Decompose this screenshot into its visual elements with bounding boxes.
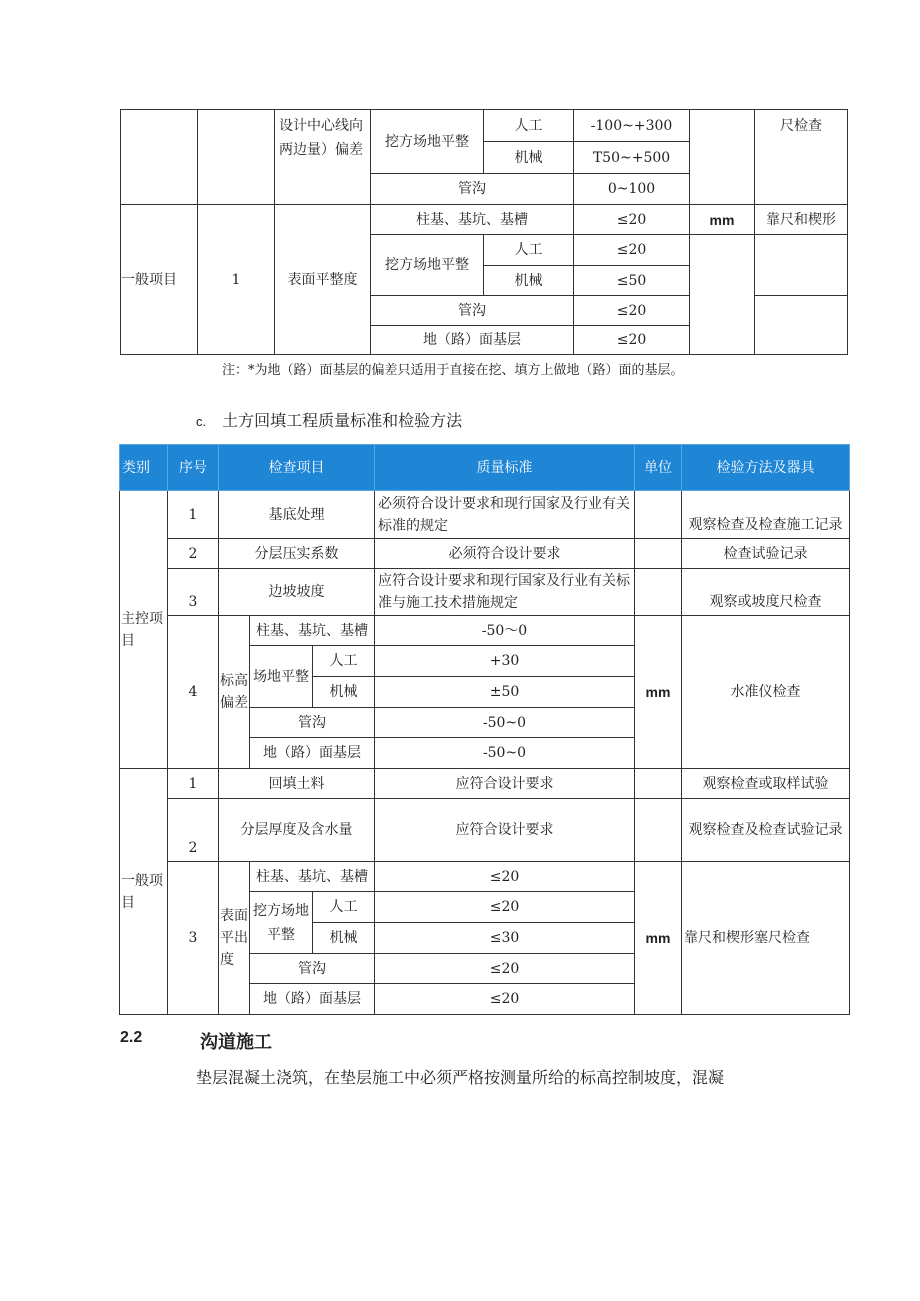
g3-method: 靠尺和楔形塞尺检查	[682, 862, 850, 1015]
site-label: 挖方场地平整	[371, 235, 484, 296]
ditch-value: ≤20	[574, 296, 690, 326]
manual-label: 人工	[484, 110, 574, 142]
category-cell	[121, 110, 198, 205]
unit-mm: mm	[690, 205, 755, 235]
road-label: 地（路）面基层	[371, 326, 574, 355]
deviation-table-continued	[120, 109, 848, 355]
m1-unit	[635, 491, 682, 539]
machine-label: 机械	[484, 142, 574, 174]
unit-cell	[690, 110, 755, 205]
g3-ditch-value: ≤20	[375, 954, 635, 984]
m1-method: 观察检查及检查施工记录	[682, 491, 850, 539]
header-category: 类别	[120, 445, 168, 491]
unit-empty	[690, 235, 755, 355]
m4-unit: mm	[635, 616, 682, 769]
g3-pit-value: ≤20	[375, 862, 635, 892]
section-title: 沟道施工	[200, 1032, 272, 1052]
backfill-quality-table	[119, 444, 850, 1015]
g2-standard: 应符合设计要求	[375, 799, 635, 862]
m2-item: 分层压实系数	[219, 539, 375, 569]
g1-standard: 应符合设计要求	[375, 769, 635, 799]
m1-standard: 必须符合设计要求和现行国家及行业有关标准的规定	[375, 491, 635, 539]
m2-standard: 必须符合设计要求	[375, 539, 635, 569]
g3-manual-value: ≤20	[375, 892, 635, 923]
header-method: 检验方法及器具	[682, 445, 850, 491]
body-paragraph: 垫层混凝土浇筑，在垫层施工中必须严格按测量所给的标高控制坡度，混凝	[196, 1068, 725, 1087]
category-general: 一般项目	[120, 769, 168, 1015]
method-empty	[755, 235, 848, 296]
machine-value: ≤50	[574, 266, 690, 296]
m4-machine: 机械	[313, 677, 375, 708]
m3-method: 观察或坡度尺检查	[682, 569, 850, 616]
header-unit: 单位	[635, 445, 682, 491]
ditch-label: 管沟	[371, 174, 574, 205]
g3-site: 挖方场地平整	[250, 892, 313, 954]
subheading-text: 土方回填工程质量标准和检验方法	[222, 411, 463, 430]
m1-item: 基底处理	[219, 491, 375, 539]
g3-road-value: ≤20	[375, 984, 635, 1015]
method-empty	[755, 296, 848, 355]
m2-no: 2	[168, 539, 219, 569]
ditch-value: 0~100	[574, 174, 690, 205]
header-standard: 质量标准	[375, 445, 635, 491]
m4-pit: 柱基、基坑、基槽	[250, 616, 375, 646]
sub-item-cell: 挖方场地平整	[371, 110, 484, 174]
m4-site: 场地平整	[250, 646, 313, 708]
m3-item: 边坡坡度	[219, 569, 375, 616]
m4-ditch: 管沟	[250, 708, 375, 738]
g3-ditch: 管沟	[250, 954, 375, 984]
g3-pit: 柱基、基坑、基槽	[250, 862, 375, 892]
pit-value: ≤20	[574, 205, 690, 235]
method-ruler: 靠尺和楔形	[755, 205, 848, 235]
pit-label: 柱基、基坑、基槽	[371, 205, 574, 235]
g3-machine: 机械	[313, 923, 375, 954]
header-item: 检查项目	[219, 445, 375, 491]
g2-unit	[635, 799, 682, 862]
m3-unit	[635, 569, 682, 616]
table-note: 注：*为地（路）面基层的偏差只适用于直接在挖、填方上做地（路）面的基层。	[222, 363, 684, 378]
g3-machine-value: ≤30	[375, 923, 635, 954]
m4-manual: 人工	[313, 646, 375, 677]
m2-method: 检查试验记录	[682, 539, 850, 569]
g3-manual: 人工	[313, 892, 375, 923]
machine-label: 机械	[484, 266, 574, 296]
m4-item: 标高偏差	[219, 616, 250, 769]
m4-road: 地（路）面基层	[250, 738, 375, 769]
number-1: 1	[198, 205, 275, 355]
m4-ditch-value: -50~0	[375, 708, 635, 738]
method-cell: 尺检查	[755, 110, 848, 205]
m4-manual-value: +30	[375, 646, 635, 677]
header-no: 序号	[168, 445, 219, 491]
g1-item: 回填土料	[219, 769, 375, 799]
m3-no: 3	[168, 569, 219, 616]
g1-method: 观察检查或取样试验	[682, 769, 850, 799]
m4-road-value: -50~0	[375, 738, 635, 769]
g3-road: 地（路）面基层	[250, 984, 375, 1015]
section-number: 2.2	[120, 1029, 143, 1046]
g2-no: 2	[168, 799, 219, 862]
m4-no: 4	[168, 616, 219, 769]
g2-item: 分层厚度及含水量	[219, 799, 375, 862]
m4-machine-value: ±50	[375, 677, 635, 708]
manual-value: ≤20	[574, 235, 690, 266]
category-main: 主控项目	[120, 491, 168, 769]
g3-no: 3	[168, 862, 219, 1015]
m3-standard: 应符合设计要求和现行国家及行业有关标准与施工技术措施规定	[375, 569, 635, 616]
ditch-label: 管沟	[371, 296, 574, 326]
item-cell: 设计中心线向两边量）偏差	[275, 110, 371, 205]
manual-value: -100~+300	[574, 110, 690, 142]
manual-label: 人工	[484, 235, 574, 266]
g2-method: 观察检查及检查试验记录	[682, 799, 850, 862]
g1-unit	[635, 769, 682, 799]
category-general: 一般项目	[121, 205, 198, 355]
m4-pit-value: -50～0	[375, 616, 635, 646]
road-value: ≤20	[574, 326, 690, 355]
subheading-letter: c.	[196, 414, 207, 429]
g1-no: 1	[168, 769, 219, 799]
subheading	[196, 408, 462, 431]
number-cell	[198, 110, 275, 205]
m4-method: 水准仪检查	[682, 616, 850, 769]
machine-value: T50~+500	[574, 142, 690, 174]
g3-unit: mm	[635, 862, 682, 1015]
m1-no: 1	[168, 491, 219, 539]
m2-unit	[635, 539, 682, 569]
g3-item: 表面平出度	[219, 862, 250, 1015]
item-flatness: 表面平整度	[275, 205, 371, 355]
